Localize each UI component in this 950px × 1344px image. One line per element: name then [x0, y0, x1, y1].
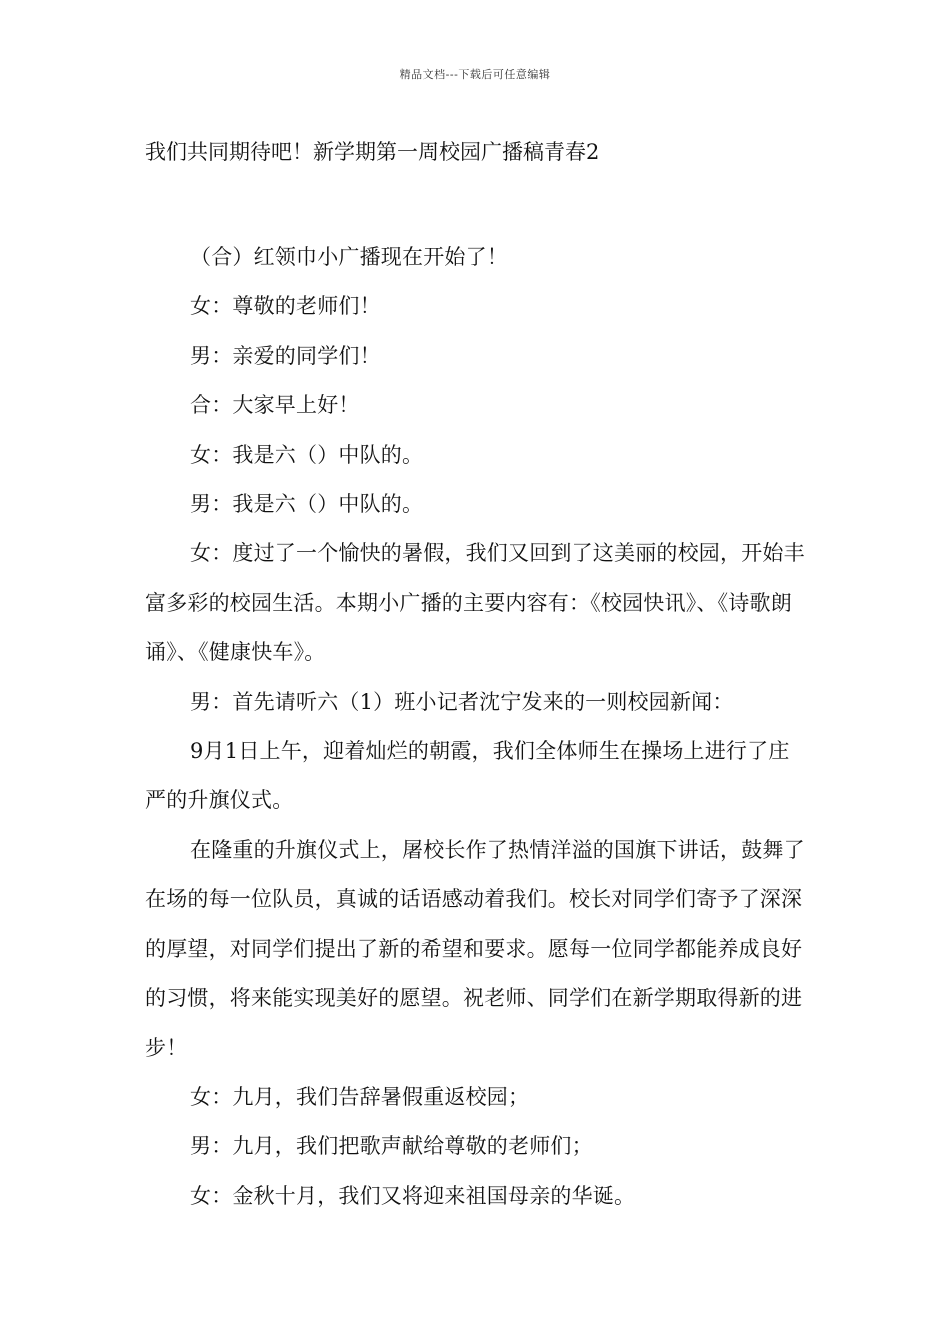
paragraph: 女：金秋十月，我们又将迎来祖国母亲的华诞。 — [190, 1183, 636, 1208]
paragraph: 女：尊敬的老师们！ — [190, 294, 381, 319]
paragraph: 在隆重的升旗仪式上，屠校长作了热情洋溢的国旗下讲话，鼓舞了在场的每一位队员，真诚的话语感动着我们。校长对同学们寄予了深深的厚望，对同学们提出了新的希望和要求。愿每一位同学都能养成良好的习惯，将来能实现美好的愿望。祝老师、同学们在新学期取得新的进步！ — [145, 837, 805, 1060]
paragraph: 9月1日上午，迎着灿烂的朝霞，我们全体师生在操场上进行了庄严的升旗仪式。 — [145, 739, 790, 813]
paragraph: 女：度过了一个愉快的暑假，我们又回到了这美丽的校园，开始丰富多彩的校园生活。本期小广播的主要内容有：《校园快讯》、《诗歌朗诵》、《健康快车》。 — [145, 541, 805, 665]
document-title: 我们共同期待吧！新学期第一周校园广播稿青春2 — [145, 140, 600, 164]
paragraph: 男：首先请听六（1）班小记者沈宁发来的一则校园新闻： — [190, 689, 734, 714]
document-body — [145, 233, 810, 1221]
paragraph: 女：我是六（）中队的。 — [190, 442, 424, 467]
paragraph: 合：大家早上好！ — [190, 393, 360, 418]
paragraph: （合）红领巾小广播现在开始了！ — [190, 245, 508, 269]
paragraph: 男：我是六（）中队的。 — [190, 492, 424, 517]
paragraph: 男：亲爱的同学们！ — [190, 343, 381, 368]
paragraph: 女：九月，我们告辞暑假重返校园； — [190, 1084, 530, 1109]
paragraph: 男：九月，我们把歌声献给尊敬的老师们； — [190, 1134, 593, 1159]
page-header-note: 精品文档---下载后可任意编辑 — [399, 68, 551, 81]
